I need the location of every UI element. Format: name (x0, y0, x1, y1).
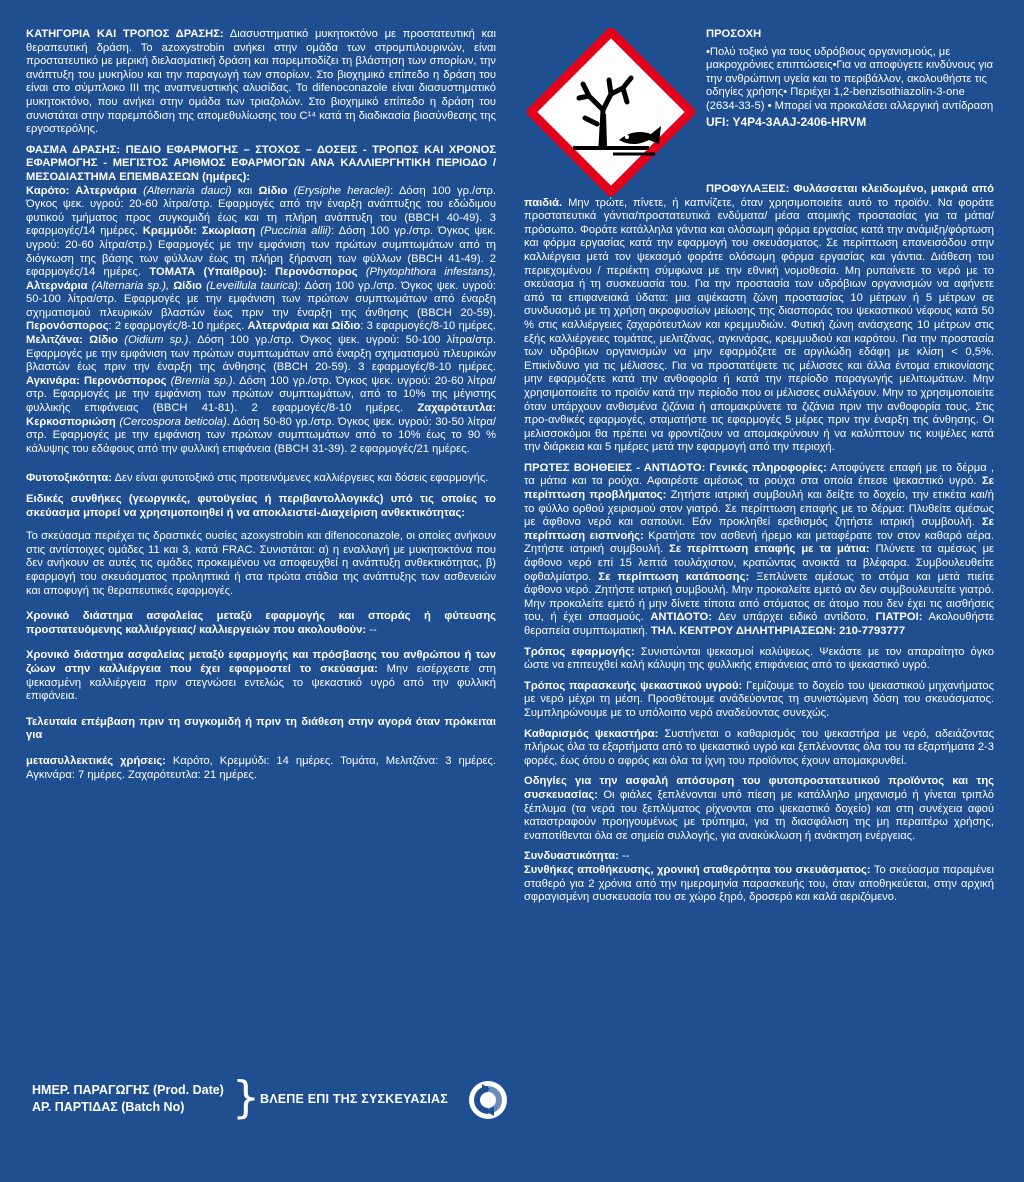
first-aid-text: Αποφύγετε επαφή με το δέρμα , τα μάτια και τα ρούχα. Αφαιρέστε αμέσως τα ρούχα στα οποία έπεσε ψεκαστικό υγρό. (524, 461, 994, 488)
batch-no-label: ΑΡ. ΠΑΡΤΙΔΑΣ (Batch No) (32, 1100, 185, 1114)
carrot-oidio: Ωίδιο (258, 184, 288, 197)
green-dot-recycle-icon (468, 1080, 508, 1120)
cleaning-heading: Καθαρισμός ψεκαστήρα: (524, 727, 659, 740)
production-footer (32, 1072, 502, 1130)
tomato-label: ΤΟΜΑΤΑ (Υπαίθρου): Περονόσπορος (149, 266, 358, 279)
storage-text: Το σκεύασμα παραμένει σταθερό για 2 χρόνια από την ημερομηνία παρασκευής του, όταν αποθηκεύεται, στην αρχική σφραγισμένη συσκευασία του σε χώρο ξηρό, δροσερό και καλά αεριζόμενο. (524, 863, 994, 904)
swallow-heading: Σε περίπτωση κατάποσης: (598, 570, 750, 583)
onion-sci: (Puccinia allii) (255, 225, 332, 238)
artichoke-text: . Δόση 100 γρ./στρ. Όγκος ψεκ. υγρού: 20-60 λίτρα/στρ. Εφαρμογές με την εμφάνιση των πρώτων συμπτωμάτων, από το 10% της μέγιστης φυλλικής επιφάνειας (BBCH 41-81). 2 εφαρμογές/8-10 ημέρες. (26, 374, 496, 415)
inhale-heading: Σε περίπτωση εισπνοής: (524, 516, 994, 542)
storage-section (524, 864, 994, 905)
mode-of-action-section (26, 28, 496, 137)
ill-text: Ζητήστε ιατρική συμβουλή και δείξτε το δοχείο, την ετικέτα και/ή το φύλλο ορθού χειρισμού στον γιατρό. Σε περίπτωση επαφής με το δέρμα: Πλυθείτε αμέσως με άφθονο νερό και σαπούνι. Εάν προκληθεί ερεθισμός ζητήστε ιατρική συμβουλή. (524, 489, 994, 529)
special-conditions-heading-para (26, 493, 496, 520)
compat-heading: Συνδυαστικότητα: (524, 850, 619, 863)
tomato-alt-sci: (Alternaria sp.), (87, 279, 170, 292)
storage-heading: Συνθήκες αποθήκευσης, χρονική σταθερότητα του σκευάσματος: (524, 863, 871, 876)
antidote-text: Δεν υπάρχει ειδικό αντίδοτο. (711, 611, 876, 624)
swallow-text: Ξεπλύνετε αμέσως το στόμα και μετά πιείτε άφθονο νερό. Ζητήστε ιατρική συμβουλή. Μην προκαλείτε εμετό αν δεν συμβουλευτείτε γιατρό. Μην προκαλείτε εμετό ή μην δίνετε τίποτα από στόματος σε άτομο που δεν έχει τις αισθήσεις του, ή έχει σπασμούς. (524, 570, 994, 624)
precautions-text: Μην τρώτε, πίνετε, ή καπνίζετε, όταν χρησιμοποιείτε αυτό το προϊόν. Να φοράτε προστατευτικά γάντια/προστατευτικά ενδύματα/ μέσα ατομικής προστασίας για τα μάτια/πρόσωπο. Φοράτε κατάλληλα γάντια και ολόσωμη φόρμα εργασίας κατά την ανάμιξη/φόρτωση και φόρμα εργασίας κατά την εφαρμογή του σκευάσματος. Σε περίπτωση επανεισόδου στην καλλιέργεια μετά τον ψεκασμό φοράτε ολόσωμη φόρμα εργασίας και γάντια. Διάθεση του περιεχομένου / περιέκτη σύμφωνα με την εθνική νομοθεσία. Μη ρυπαίνετε το νερό με το σκεύασμα ή τη συσκευασία του. Για την προστασία των υδρόβιων οργανισμών να αφήνετε από τα επιφανειακά ύδατα: μια αψέκαστη ζώνη προστασίας 10 μέτρων ή 5 μέτρων σε συνδυασμό με τη χρήση ακροφυσίων μείωσης της διασποράς του ψεκαστικού νέφους κατά 50 % στις καλλιέργειες ζαχαρότευτλων και κρεμμυδιών. Φυτική ζώνη ανάσχεσης 10 μέτρων στις εξής καλλιέργειες τομάτας, μελιτζάνας, αγκινάρας, κρεμμυδιού και καρότου. Για την προστασία των υδρόβιων οργανισμών να μην εφαρμόζετε σε αργιλώδη εδάφη με κλίση < 0,5%. Επικίνδυνο για τις μέλισσες. Για να προστατέψετε τις μέλισσες και άλλα έντομα επικονίασης μην εφαρμόζετε κατά την ανθοφορία ή κατά την περίοδο παραγωγής μελιτωμάτων. Μην χρησιμοποιείτε το προϊόν κατά την περίοδο που οι μέλισσες συλλέγουν. Μην το χρησιμοποιείτε όταν υπάρχουν ανθισμένα ζιζάνια ή απομακρύνετε τα ζιζάνια πριν την ανθοφορία τους. Στις προ-ανθικές εφαρμογές, σταματήστε τις εφαρμογές 5 μέρες πριν την έναρξη της άνθησης. Οι μελισσοκόμοι θα πρέπει να φροντίζουν να απομακρύνουν ή να καλύπτουν τις κυψέλες κατά την διάρκεια και 5 ημέρες μετά την εφαρμογή από την περιοχή. (524, 196, 994, 454)
disposal-section (524, 775, 994, 843)
ufi-code: UFI: Y4P4-3AAJ-2406-HRVM (706, 114, 867, 129)
carrot-sci: (Alternaria dauci) (136, 184, 232, 197)
spectrum-heading: ΦΑΣΜΑ ΔΡΑΣΗΣ: ΠΕΔΙΟ ΕΦΑΡΜΟΓΗΣ – ΣΤΟΧΟΣ – ΔΟΣΕΙΣ - ΤΡΟΠΟΣ ΚΑΙ ΧΡΟΝΟΣ ΕΦΑΡΜΟΓΗΣ - ΜΕΓΙΣΤΟΣ ΑΡΙΘΜΟΣ ΕΦΑΡΜΟΓΩΝ ΑΝΑ ΚΑΛΛΙΕΡΓΗΤΙΚΗ ΠΕΡΙΟΔΟ / ΜΕΣΟΔΙΑΣΤΗΜΑ ΕΠΕΜΒΑΣΕΩΝ (ημέρες): (26, 143, 496, 183)
tomato-oidio: Ωίδιο (169, 279, 203, 292)
tomato-alt2: Αλτερνάρια και Ωίδιο (247, 320, 361, 333)
eggplant-text: . Δόση 100 γρ./στρ. Όγκος ψεκ. υγρού: 50-100 λίτρα/στρ. Εφαρμογές με την εμφάνιση των πρώτων συμπτωμάτων από έναρξη σχηματισμού πλευρικών βλαστών έως πριν την έναρξη της άνθησης (BBCH 20-59). 3 εφαρμογές/8-10 ημέρες. (26, 334, 497, 374)
doctors-text: Ακολουθήστε θεραπεία συμπτωματική. (524, 611, 994, 637)
ill-heading: Σε περίπτωση προβλήματος: (524, 475, 994, 502)
right-column (524, 183, 994, 912)
environment-hazard-pictogram-icon (527, 28, 695, 196)
tomato-sci: (Phytophthora infestans), (357, 266, 496, 279)
eye-heading: Σε περίπτωση επαφής με τα μάτια: (669, 543, 870, 556)
post-text: Καρότο, Κρεμμύδι: 14 ημέρες. Τομάτα, Μελιτζάνα: 3 ημέρες. Αγκινάρα: 7 ημέρες. Ζαχαρότευτλα: 21 ημέρες. (26, 754, 496, 781)
eggplant-sci: (Oidium sp.) (117, 334, 189, 347)
carrot-and: και (231, 184, 259, 197)
attention-block (706, 28, 996, 129)
disposal-text: Οι φιάλες ξεπλένονται υπό πίεση με κατάλληλο μηχανισμό ή γίνεται τριπλό ξέπλυμα (τα νερά του ξεπλύματος ρίχνονται στο ψεκαστικό δοχείο) και στη συνέχεια αφού καταστραφούν προηγουμένως με τρύπημα, για τη διασφάλιση της μη περαιτέρω χρήσης, εναποτίθενται όλα σε σημεία συλλογής, για ανακύκλωση ή ανάκτηση ενέργειας. (524, 788, 994, 842)
interval-sow-heading: Χρονικό διάστημα ασφαλείας μεταξύ εφαρμογής και σποράς ή φύτευσης προστατευόμενης καλλιέργειας/ καλλιεργειών που ακολουθούν: (26, 610, 496, 636)
mode-text: Διασυστηματικό μυκητοκτόνο με προστατευτική και θεραπευτική δράση. Το azoxystrobin ανήκει στην ομάδα των στρομπιλουρινών, είναι προστατευτικό με μερική διελασματική δράση και παρεμποδίζει τη βλάστηση των σπορίων, την ανάπτυξη του μυκηλίου και την παραγωγή των σπορίων. Στο βιοχημικό επίπεδο η δράση του είναι στο σύμπλοκο ΙΙΙ της αναπνευστικής αλυσίδας. Το difenoconazole είναι διασυστηματικό μυκητοκτόνο, που ανήκει στην ομάδα των τριαζολών. Στο βιοχημικό επίπεδο η δράση του συνιστάται στην παρεμπόδιση της απομεθυλίωσης του C¹⁴ κατά τη διαδικασία βιοσύνθεσης της εργοστερόλης. (26, 28, 497, 136)
attention-text: •Πολύ τοξικό για τους υδρόβιους οργανισμούς, με μακροχρόνιες επιπτώσεις•Για να αποφύγετε κινδύνους για την ανθρώπινη υγεία και το περιβάλλον, ακολουθήστε τις οδηγίες χρήσης• Περιέχει 1,2-benzisothiazolin-3-one (2634-33-5) • Μπορεί να προκαλέσει αλλεργική αντίδραση (706, 45, 994, 112)
brace-glyph: } (232, 1072, 260, 1123)
spectrum-section (26, 144, 496, 457)
cleaning-text: Συστήνεται ο καθαρισμός του ψεκαστήρα με νερό, αδειάζοντας πλήρως όλα τα εξαρτήματα από το ψεκαστικό υγρό και ξεπλένοντας όλα του τα εξαρτήματα 2-3 φορές, έως ότου ο αφρός και όλα τα ίχνη του προϊόντος έχουν απομακρυνθεί. (524, 727, 994, 767)
special-text: Το σκεύασμα περιέχει τις δραστικές ουσίες azoxystrobin και difenoconazole, οι οποίες ανήκουν στις αντίστοιχες ομάδες 11 και 3, κατά FRAC. Συνιστάται: α) η εναλλαγή με μυκητοκτόνα που δεν ανήκουν σε αυτές τις ομάδες προκειμένου να αποφευχθεί η ανάπτυξη ανθεκτικότητας, β) εφαρμογή του σκευάσματος προληπτικά ή στα πρώτα στάδια της ανάπτυξης των ασθενειών και αποφυγή τις θεραπευτικές εφαρμογές. (26, 530, 496, 597)
interval-sowing-section (26, 610, 496, 637)
application-section (524, 646, 994, 673)
phytotoxicity-section (26, 472, 496, 486)
cleaning-section (524, 728, 994, 769)
tomato-oidio-sci: (Leveillula taurica) (202, 279, 298, 292)
attention-title: ΠΡΟΣΟΧΗ (706, 28, 762, 40)
preparation-text: Γεμίζουμε το δοχείο του ψεκαστικού μηχανήματος με νερό μέχρι τη μέση. Προσθέτουμε ανάδεύοντας τη συνιστώμενη δόση του σκευάσματος. Συμπληρώνουμε με το υπόλοιπο νερό αναδεύοντας συνεχώς. (524, 679, 994, 719)
antidote-heading: ΑΝΤΙΔΟΤΟ: (650, 611, 712, 624)
interval-access-heading: Χρονικό διάστημα ασφαλείας μεταξύ εφαρμογής και πρόσβασης του ανθρώπου ή των ζώων στην καλλιέργεια που έχει εφαρμοστεί το σκεύασμα: (26, 649, 496, 675)
post-heading: μετασυλλεκτικές χρήσεις: (26, 754, 166, 767)
interval-access-text: Μην εισέρχεστε στη ψεκασμένη καλλιέργεια πριν στεγνώσει εντελώς το ψεκαστικό υγρό από την φυλλική επιφάνεια. (26, 662, 497, 703)
interval-access-section (26, 649, 496, 703)
onion-label: Κρεμμύδι: Σκωρίαση (142, 225, 256, 238)
artichoke-label: Αγκινάρα: Περονόσπορος (26, 374, 167, 387)
tomato-text: : Δόση 100 γρ./στρ. Όγκος ψεκ. υγρού: 50-100 λίτρα/στρ. Εφαρμογές με την εμφάνιση των πρώτων συμπτωμάτων από έναρξη σχηματισμού πλευρικών βλαστών έως πριν την έναρξη της άνθησης (BBCH 20-59). (26, 279, 496, 319)
beet-label: Ζαχαρότευτλα: Κερκοσποριώση (26, 402, 496, 428)
last-application-section (26, 716, 496, 743)
prod-date-label: ΗΜΕΡ. ΠΑΡΑΓΩΓΗΣ (Prod. Date) (32, 1083, 224, 1097)
carrot-label: Καρότο: Αλτερνάρια (26, 184, 137, 197)
artichoke-sci: (Bremia sp.) (166, 374, 233, 387)
application-text: Συνιστώνται ψεκασμοί καλύψεως. Ψεκάστε με τον απαραίτητο όγκο ώστε να επιτευχθεί καλή κάλυψη της φυλλικής επιφάνειας από το ψεκαστικό υγρό. (524, 645, 994, 672)
beet-text: . Δόση 50-80 γρ./στρ. Όγκος ψεκ. υγρού: 30-50 λίτρα/στρ. Εφαρμογές με την εμφάνιση των πρώτων συμπτωμάτων από το 10% έως το 90 % κάλυψης του εδάφους από την φυλλική επιφάνεια (BBCH 31-39). 2 εφαρμογές/21 ημέρες. (26, 415, 496, 455)
eye-text: Πλύνετε τα αμέσως με άφθονο νερό επί 15 λεπτά τουλάχιστον, κρατώντας ανοικτά τα βλέφαρα. Συμβουλευθείτε οφθαλμίατρο. (524, 543, 994, 583)
phyto-heading: Φυτοτοξικότητα: (26, 472, 113, 485)
left-column (26, 28, 496, 789)
tomato-alt2-text: : 3 εφαρμογές/8-10 ημέρες. (360, 320, 496, 333)
production-labels (32, 1082, 224, 1116)
application-heading: Τρόπος εφαρμογής: (524, 645, 635, 658)
onion-text: : Δόση 100 γρ./στρ. Όγκος ψεκ. υγρού: 20-60 λίτρα/στρ.) Εφαρμογές με την εμφάνιση των πρώτων συμπτωμάτων από τη διόγκωση της βάσης των φύλλων έως τη πλήρη ξήρανση των φύλλων (BBCH 41-49). 2 εφαρμογές/14 ημέρες. (26, 225, 496, 279)
last-heading: Τελευταία επέμβαση πριν τη συγκομιδή ή πριν τη διάθεση στην αγορά όταν πρόκειται για (26, 715, 496, 742)
first-aid-section (524, 462, 994, 639)
first-aid-heading: ΠΡΩΤΕΣ ΒΟΗΘΕΙΕΣ - ΑΝΤΙΔΟΤΟ: Γενικές πληροφορίες: (524, 461, 827, 474)
post-harvest-section (26, 755, 496, 782)
inhale-text: Κρατήστε τον ασθενή ήρεμο και μεταφέρατε τον στον καθαρό αέρα. Ζητήστε ιατρική συμβουλή. (524, 529, 994, 556)
preparation-heading: Τρόπος παρασκευής ψεκαστικού υγρού: (524, 679, 743, 692)
carrot-text: : Δόση 100 γρ./στρ. Όγκος ψεκ. υγρού: 20-60 λίτρα/στρ. Εφαρμογές από την έναρξη ανάπτυξης του εδώδιμου φυτικού τμήματος προς συγκομιδή έως και τη πλήρη ανάπτυξη του (BBCH 40-49). 3 εφαρμογές/14 ημέρες. (26, 184, 497, 238)
tomato-pero-text: : 2 εφαρμογές/8-10 ημέρες. (108, 320, 248, 333)
precautions-heading: ΠΡΟΦΥΛΑΞΕΙΣ: Φυλάσσεται κλειδωμένο, μακριά από παιδιά. (524, 183, 994, 209)
compat-text: -- (618, 850, 630, 863)
beet-sci: (Cercospora beticola) (115, 415, 227, 428)
poison-center-phone: ΤΗΛ. ΚΕΝΤΡΟΥ ΔΗΛΗΤΗΡΙΑΣΕΩΝ: 210-7793777 (650, 625, 906, 637)
doctors-heading: ΓΙΑΤΡΟΙ: (875, 611, 923, 624)
tomato-pero: Περονόσπορος (26, 320, 109, 333)
tomato-alt: Αλτερνάρια (26, 279, 88, 292)
preparation-section (524, 680, 994, 721)
mode-heading: ΚΑΤΗΓΟΡΙΑ ΚΑΙ ΤΡΟΠΟΣ ΔΡΑΣΗΣ: (26, 28, 224, 40)
carrot-oidio-sci: (Erysiphe heraclei) (287, 184, 391, 197)
phyto-text: Δεν είναι φυτοτοξικό στις προτεινόμενες καλλιέργειες και δόσεις εφαρμογής. (112, 472, 489, 485)
precautions-section (524, 183, 994, 455)
special-heading: Ειδικές συνθήκες (γεωργικές, φυτοϋγείας ή περιβαντολλογικές) υπό τις οποίες το σκεύασμα μπορεί να χρησιμοποιηθεί ή να αποκλειστεί-Διαχείριση ανθεκτικότητας: (26, 493, 496, 519)
compatibility-section (524, 850, 994, 864)
interval-sow-text: -- (366, 623, 377, 636)
disposal-heading: Οδηγίες για την ασφαλή απόσυρση του φυτοπροστατευτικού προϊόντος και της συσκευασίας: (524, 775, 994, 801)
eggplant-label: Μελιτζάνα: Ωίδιο (26, 334, 118, 347)
special-conditions-text-para (26, 530, 496, 598)
see-packaging-label: ΒΛΕΠΕ ΕΠΙ ΤΗΣ ΣΥΣΚΕΥΑΣΙΑΣ (260, 1092, 448, 1106)
